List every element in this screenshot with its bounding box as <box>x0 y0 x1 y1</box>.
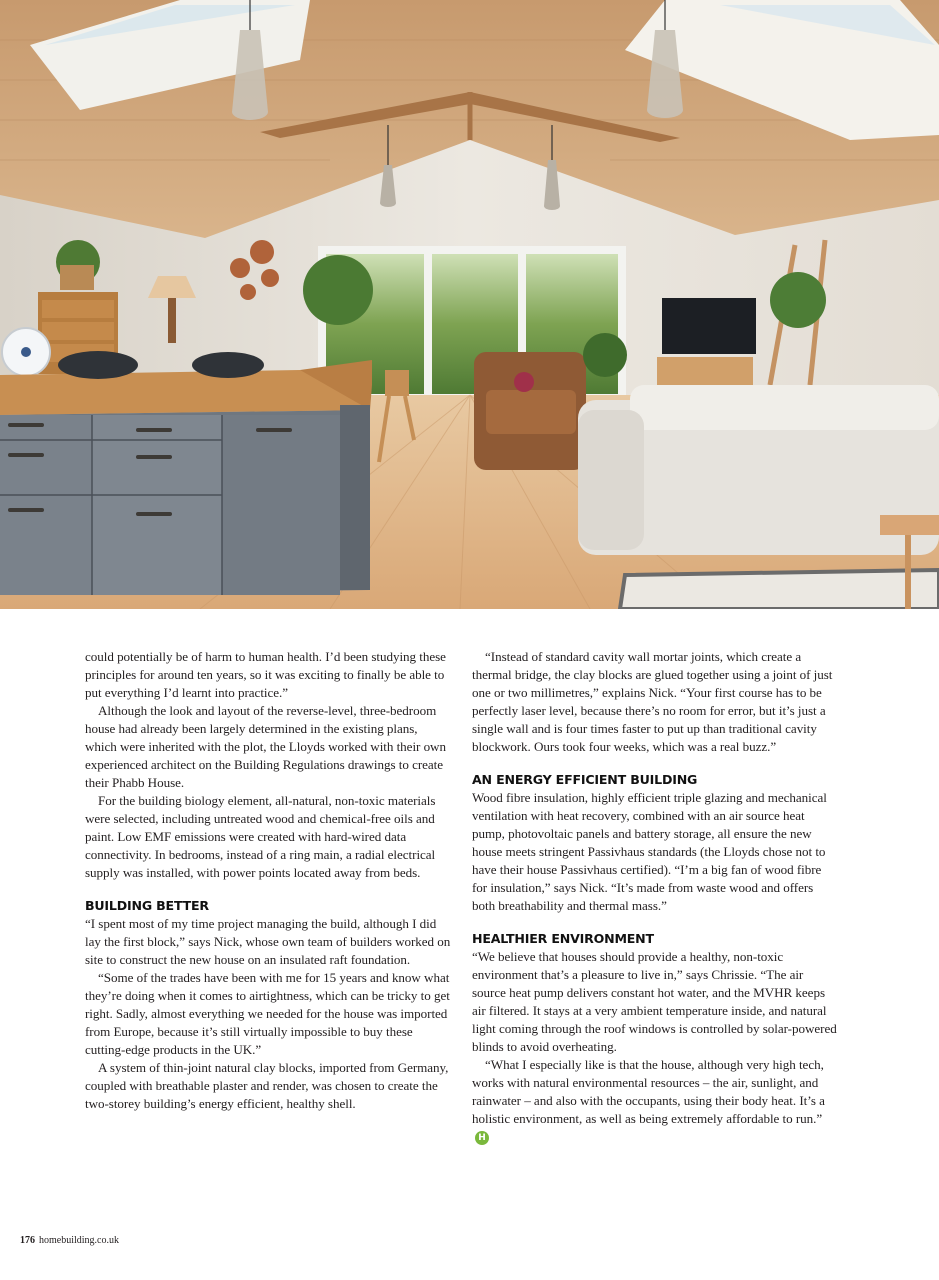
hero-photo <box>0 0 939 609</box>
left-paragraph-4: “I spent most of my time project managing the build, although I did lay the first block,” says Nick, whose own team of builders worked on site to construct the new house on an insulated raft foundation. <box>85 916 451 967</box>
right-paragraph-2: Wood fibre insulation, highly efficient triple glazing and mechanical ventilation with heat recovery, combined with an air source heat pump, photovoltaic panels and battery storage, all ensure the new house meets stringent Passivhaus standards (the Lloyds chose not to have their house Passivhaus certified). “I’m a big fan of wood fibre for insulation,” says Nick. “It’s made from waste wood and offers both breathability and thermal mass.” <box>472 790 827 913</box>
left-paragraph-1: could potentially be of harm to human health. I’d been studying these principles for around ten years, so it was exciting to finally be able to put everything I’d learnt into practice.” <box>85 649 446 700</box>
left-column <box>85 648 451 1113</box>
left-paragraph-3: For the building biology element, all-natural, non-toxic materials were selected, including untreated wood and chemical-free oils and paint. Low EMF emissions were created with hard-wired data connectivity. In bedrooms, instead of a ring main, a radial electrical supply was installed, with power points located away from beds. <box>85 793 436 880</box>
right-paragraph-1: “Instead of standard cavity wall mortar joints, which create a thermal bridge, the clay blocks are glued together using a joint of just one or two millimetres,” explains Nick. “Your first course has to be perfectly laser level, because there’s no room for error, but it’s just a single wall and is four times faster to put up than traditional cavity blockwork. Ours took four weeks, which was a real buzz.” <box>472 649 833 754</box>
site-url: homebuilding.co.uk <box>39 1235 119 1246</box>
right-paragraph-4 <box>472 1056 838 1146</box>
heading-energy-efficient-building: AN ENERGY EFFICIENT BUILDING <box>472 772 698 787</box>
right-column <box>472 648 838 1146</box>
left-paragraph-6: A system of thin-joint natural clay blocks, imported from Germany, coupled with breathable plaster and render, was chosen to create the two-storey building’s energy efficient, healthy shell. <box>85 1060 449 1111</box>
heading-building-better: BUILDING BETTER <box>85 898 209 913</box>
end-mark-icon: H <box>475 1131 489 1145</box>
right-paragraph-4-text: “What I especially like is that the house, although very high tech, works with natural environmental resources – the air, sunlight, and rainwater – and also with the occupants, using their body heat. It’s a holistic environment, as well as being extremely affordable to run.” <box>472 1057 825 1126</box>
page-footer <box>20 1235 119 1246</box>
right-paragraph-3: “We believe that houses should provide a healthy, non-toxic environment that’s a pleasure to live in,” says Chrissie. “The air source heat pump delivers constant hot water, and the MVHR keeps air filtered. It stays at a very ambient temperature inside, and natural light coming through the roof windows is controlled by solar-powered blinds to avoid overheating. <box>472 949 837 1054</box>
page-number: 176 <box>20 1235 35 1246</box>
left-paragraph-5: “Some of the trades have been with me for 15 years and know what they’re doing when it comes to airtightness, which can be tricky to get right. Sadly, almost everything we needed for the house was imported from Europe, because it’s still virtually impossible to buy these cutting-edge products in the UK.” <box>85 970 450 1057</box>
living-room-illustration <box>0 0 939 609</box>
left-paragraph-2: Although the look and layout of the reverse-level, three-bedroom house had already been largely determined in the existing plans, which were inherited with the plot, the Lloyds worked with their own experienced architect on the Building Regulations drawings to create their Phabb House. <box>85 703 446 790</box>
heading-healthier-environment: HEALTHIER ENVIRONMENT <box>472 931 654 946</box>
